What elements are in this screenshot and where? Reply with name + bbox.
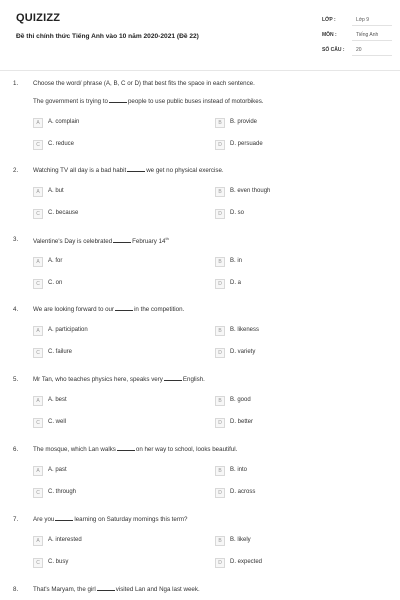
question-number: 4. [13,306,19,313]
option-text: A. past [48,467,67,473]
meta-subject-label: MÔN : [322,32,337,38]
question-text: That's Maryam, the girl visited Lan and Nga last week. [33,586,200,593]
option-letter-box: A [33,257,43,267]
option-text: D. expected [230,559,263,565]
option-letter-box: C [33,488,43,498]
option-text: B. likely [230,537,251,543]
question-text: Mr Tan, who teaches physics here, speaks very English. [33,376,205,383]
question-text: Valentine's Day is celebrated February 14th [33,236,169,246]
option-letter-box: C [33,558,43,568]
option-text: C. failure [48,349,73,355]
option-text: A. interested [48,537,82,543]
question-number: 6. [13,446,19,453]
meta-subject [322,30,392,41]
option-letter-box: D [215,209,225,219]
option-letter-box: B [215,466,225,476]
answer-blank [55,520,73,521]
quizizz-logo: QUIZIZZ [16,12,61,24]
option-text: D. persuade [230,141,263,147]
question-3 [0,236,400,306]
meta-grade-value: Lớp 9 [352,15,392,26]
question-7 [0,516,400,586]
answer-blank [109,102,127,103]
meta-grade-label: LỚP : [322,17,336,23]
option-letter-box: C [33,209,43,219]
option-text: C. well [48,419,67,425]
option-text: B. in [230,258,243,264]
option-letter-box: D [215,558,225,568]
option-letter-box: B [215,187,225,197]
question-1 [0,80,400,150]
option-letter-box: B [215,536,225,546]
header-divider [0,70,400,71]
option-text: D. so [230,210,245,216]
option-letter-box: D [215,140,225,150]
answer-blank [164,380,182,381]
option-letter-box: A [33,466,43,476]
question-number: 3. [13,236,19,243]
question-text: Are you learning on Saturday mornings this term? [33,516,188,523]
worksheet-title: Đề thi chính thức Tiếng Anh vào 10 năm 2020-2021 (Đề 22) [16,33,199,40]
option-text: D. better [230,419,254,425]
option-text: B. provide [230,119,258,125]
option-letter-box: B [215,326,225,336]
option-letter-box: C [33,348,43,358]
question-text: We are looking forward to our in the competition. [33,306,185,313]
question-text: The government is trying to people to use public buses instead of motorbikes. [33,98,264,105]
option-text: A. best [48,397,67,403]
answer-blank [127,171,145,172]
option-text: D. variety [230,349,256,355]
option-letter-box: C [33,279,43,289]
option-text: C. through [48,489,77,495]
option-letter-box: C [33,140,43,150]
option-text: C. because [48,210,79,216]
question-number: 1. [13,80,19,87]
option-letter-box: B [215,257,225,267]
option-text: C. on [48,280,63,286]
option-text: C. reduce [48,141,75,147]
question-text: Watching TV all day is a bad habit we get no physical exercise. [33,167,224,174]
option-letter-box: D [215,348,225,358]
worksheet-header [0,0,400,66]
option-text: A. for [48,258,63,264]
meta-question-count [322,45,392,56]
answer-blank [117,450,135,451]
answer-blank [115,310,133,311]
question-number: 5. [13,376,19,383]
meta-count-label: SỐ CÂU : [322,47,345,53]
question-instruction: Choose the word/ phrase (A, B, C or D) that best fits the space in each sentence. [33,80,255,87]
option-letter-box: B [215,396,225,406]
option-text: B. likeness [230,327,260,333]
answer-blank [97,590,115,591]
question-number: 7. [13,516,19,523]
question-4 [0,306,400,376]
question-text: The mosque, which Lan walks on her way to school, looks beautiful. [33,446,238,453]
option-text: D. across [230,489,256,495]
meta-count-value: 20 [352,45,392,56]
option-letter-box: D [215,279,225,289]
question-6 [0,446,400,516]
answer-blank [113,242,131,243]
option-letter-box: A [33,187,43,197]
option-letter-box: C [33,418,43,428]
question-2 [0,167,400,237]
option-text: A. complain [48,119,80,125]
question-number: 8. [13,586,19,593]
option-text: B. good [230,397,251,403]
option-letter-box: B [215,118,225,128]
option-letter-box: D [215,418,225,428]
option-text: A. but [48,188,64,194]
option-text: D. a [230,280,242,286]
option-text: B. even though [230,188,271,194]
question-number: 2. [13,167,19,174]
option-text: C. busy [48,559,69,565]
option-letter-box: D [215,488,225,498]
meta-grade [322,15,392,26]
option-letter-box: A [33,536,43,546]
option-letter-box: A [33,326,43,336]
meta-subject-value: Tiếng Anh [352,30,392,41]
option-text: A. participation [48,327,88,333]
option-letter-box: A [33,396,43,406]
question-5 [0,376,400,446]
question-8 [0,586,400,598]
option-letter-box: A [33,118,43,128]
option-text: B. into [230,467,248,473]
